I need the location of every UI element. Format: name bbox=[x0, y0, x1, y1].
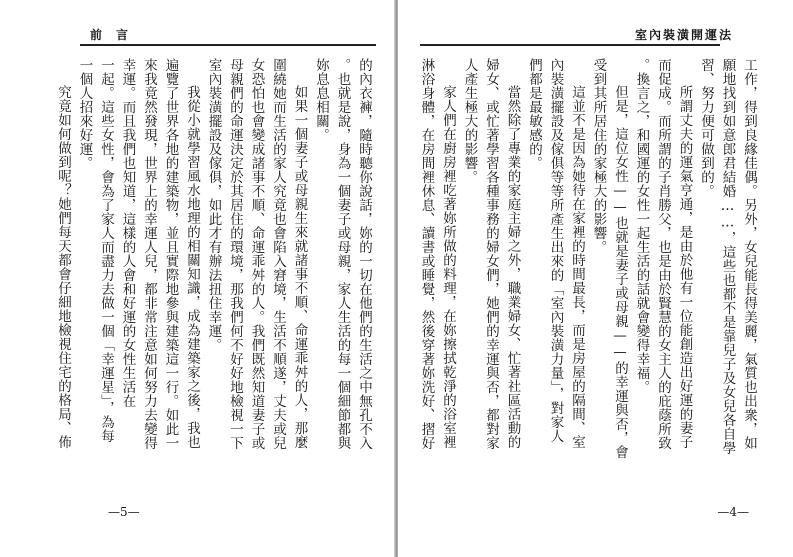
text-column: 室內裝潢擺設及傢俱，如此才有辦法扭住幸運。 bbox=[205, 58, 222, 352]
text-column: 一起。這些女性，會為了家人而盡力去做一個「幸運星」，為每 bbox=[98, 58, 114, 444]
text-column: 我從小就學習風水地理的相關知識，成為建築家之後，我也 bbox=[184, 85, 200, 449]
text-column: 這並不是因為她待在家裡的時間最長，而是房屋的隔間、室 bbox=[569, 85, 585, 449]
text-column: 妳息息相關。 bbox=[313, 58, 329, 142]
running-header-right: 室內裝潢開運法 bbox=[634, 28, 733, 42]
text-column: 遍覽了世界各地的建築物，並且實際地參與建築這一行。如此一 bbox=[162, 58, 179, 450]
text-column: 人產生極大的影響。 bbox=[461, 58, 478, 184]
right-page bbox=[398, 0, 793, 557]
text-column: 究竟如何做到呢？她們每天都會仔細地檢視住宅的格局、佈 bbox=[55, 85, 71, 449]
text-column: 女恐怕也會變成諸事不順、命運乖舛的人。我們既然知道妻子或 bbox=[248, 58, 265, 450]
body-text-left bbox=[55, 58, 374, 468]
header-rule-left bbox=[80, 44, 376, 46]
text-column: 願地找到如意郎君結婚……，這些也都不是靠兒子及女兒各自學 bbox=[719, 58, 736, 455]
running-header-left: 前言 bbox=[90, 28, 143, 42]
text-column: 內裝潢擺設及傢俱等等所產生出來的「室內裝潢力量」，對家人 bbox=[547, 58, 564, 444]
text-column: 如果一個妻子或母親生來就諸事不順、命運乖舛的人，那麼 bbox=[291, 85, 308, 449]
text-column: 工作，得到良緣佳偶。另外，女兒能長得美麗，氣質也出衆，如 bbox=[741, 58, 757, 450]
text-column: 來我竟然發現，世界上的幸運人兒，都非常注意如何努力去變得 bbox=[141, 58, 157, 450]
page-number-right: —4— bbox=[717, 505, 749, 519]
header-rule-right bbox=[420, 44, 720, 46]
text-column: 但是，這位女性——也就是妻子或母親——的幸運與否，會 bbox=[612, 85, 628, 459]
body-text-right bbox=[418, 58, 759, 468]
text-column: 所謂丈夫的運氣亨通，是由於他有一位能創造出好運的妻子 bbox=[676, 85, 693, 449]
page-number-left: —5— bbox=[108, 505, 140, 519]
text-column: 受到其所居住的家極大的影響。 bbox=[590, 58, 607, 254]
text-column: 們都是最敏感的。 bbox=[526, 58, 542, 170]
text-column: 一個人招來好運。 bbox=[76, 58, 93, 170]
text-column: 的內衣褲，隨時聽你說話，妳的一切在他們的生活之中無孔不入 bbox=[356, 58, 372, 450]
text-column: 圍繞她而生活的家人究竟也會陷入窘境，生活不順遂，丈夫或兒 bbox=[270, 58, 286, 450]
text-column: 幸運。而且我們也知道，這樣的人會和好運的女性生活在 bbox=[119, 58, 136, 408]
text-column: 家人們在廚房裡吃著妳所做的料理，在妳擦拭乾淨的浴室裡 bbox=[440, 85, 456, 449]
text-column: 。換言之，和國運的女性一起生活的話就會變得幸福。 bbox=[633, 58, 650, 394]
text-column: 。也就是說，身為一個妻子或母親，家人生活的每一個細節都與 bbox=[334, 58, 351, 450]
text-column: 習、努力便可做到的。 bbox=[698, 58, 714, 198]
text-column: 而促成。而所謂的子肖勝父，也是由於賢慧的女主人的庇蔭所致 bbox=[655, 58, 671, 450]
left-page bbox=[0, 0, 396, 557]
text-column: 母親們的命運決定於其居住的環境，那我們何不好好地檢視一下 bbox=[227, 58, 243, 450]
text-column: 淋浴身體，在房間裡休息、讀書或睡覺，然後穿著妳洗好、摺好 bbox=[418, 58, 435, 450]
text-column: 婦女、或忙著學習各種事務的婦女們，她們的幸運與否，都對家 bbox=[483, 58, 499, 450]
text-column: 當然除了專業的家庭主婦之外，職業婦女、忙著社區活動的 bbox=[504, 85, 521, 449]
